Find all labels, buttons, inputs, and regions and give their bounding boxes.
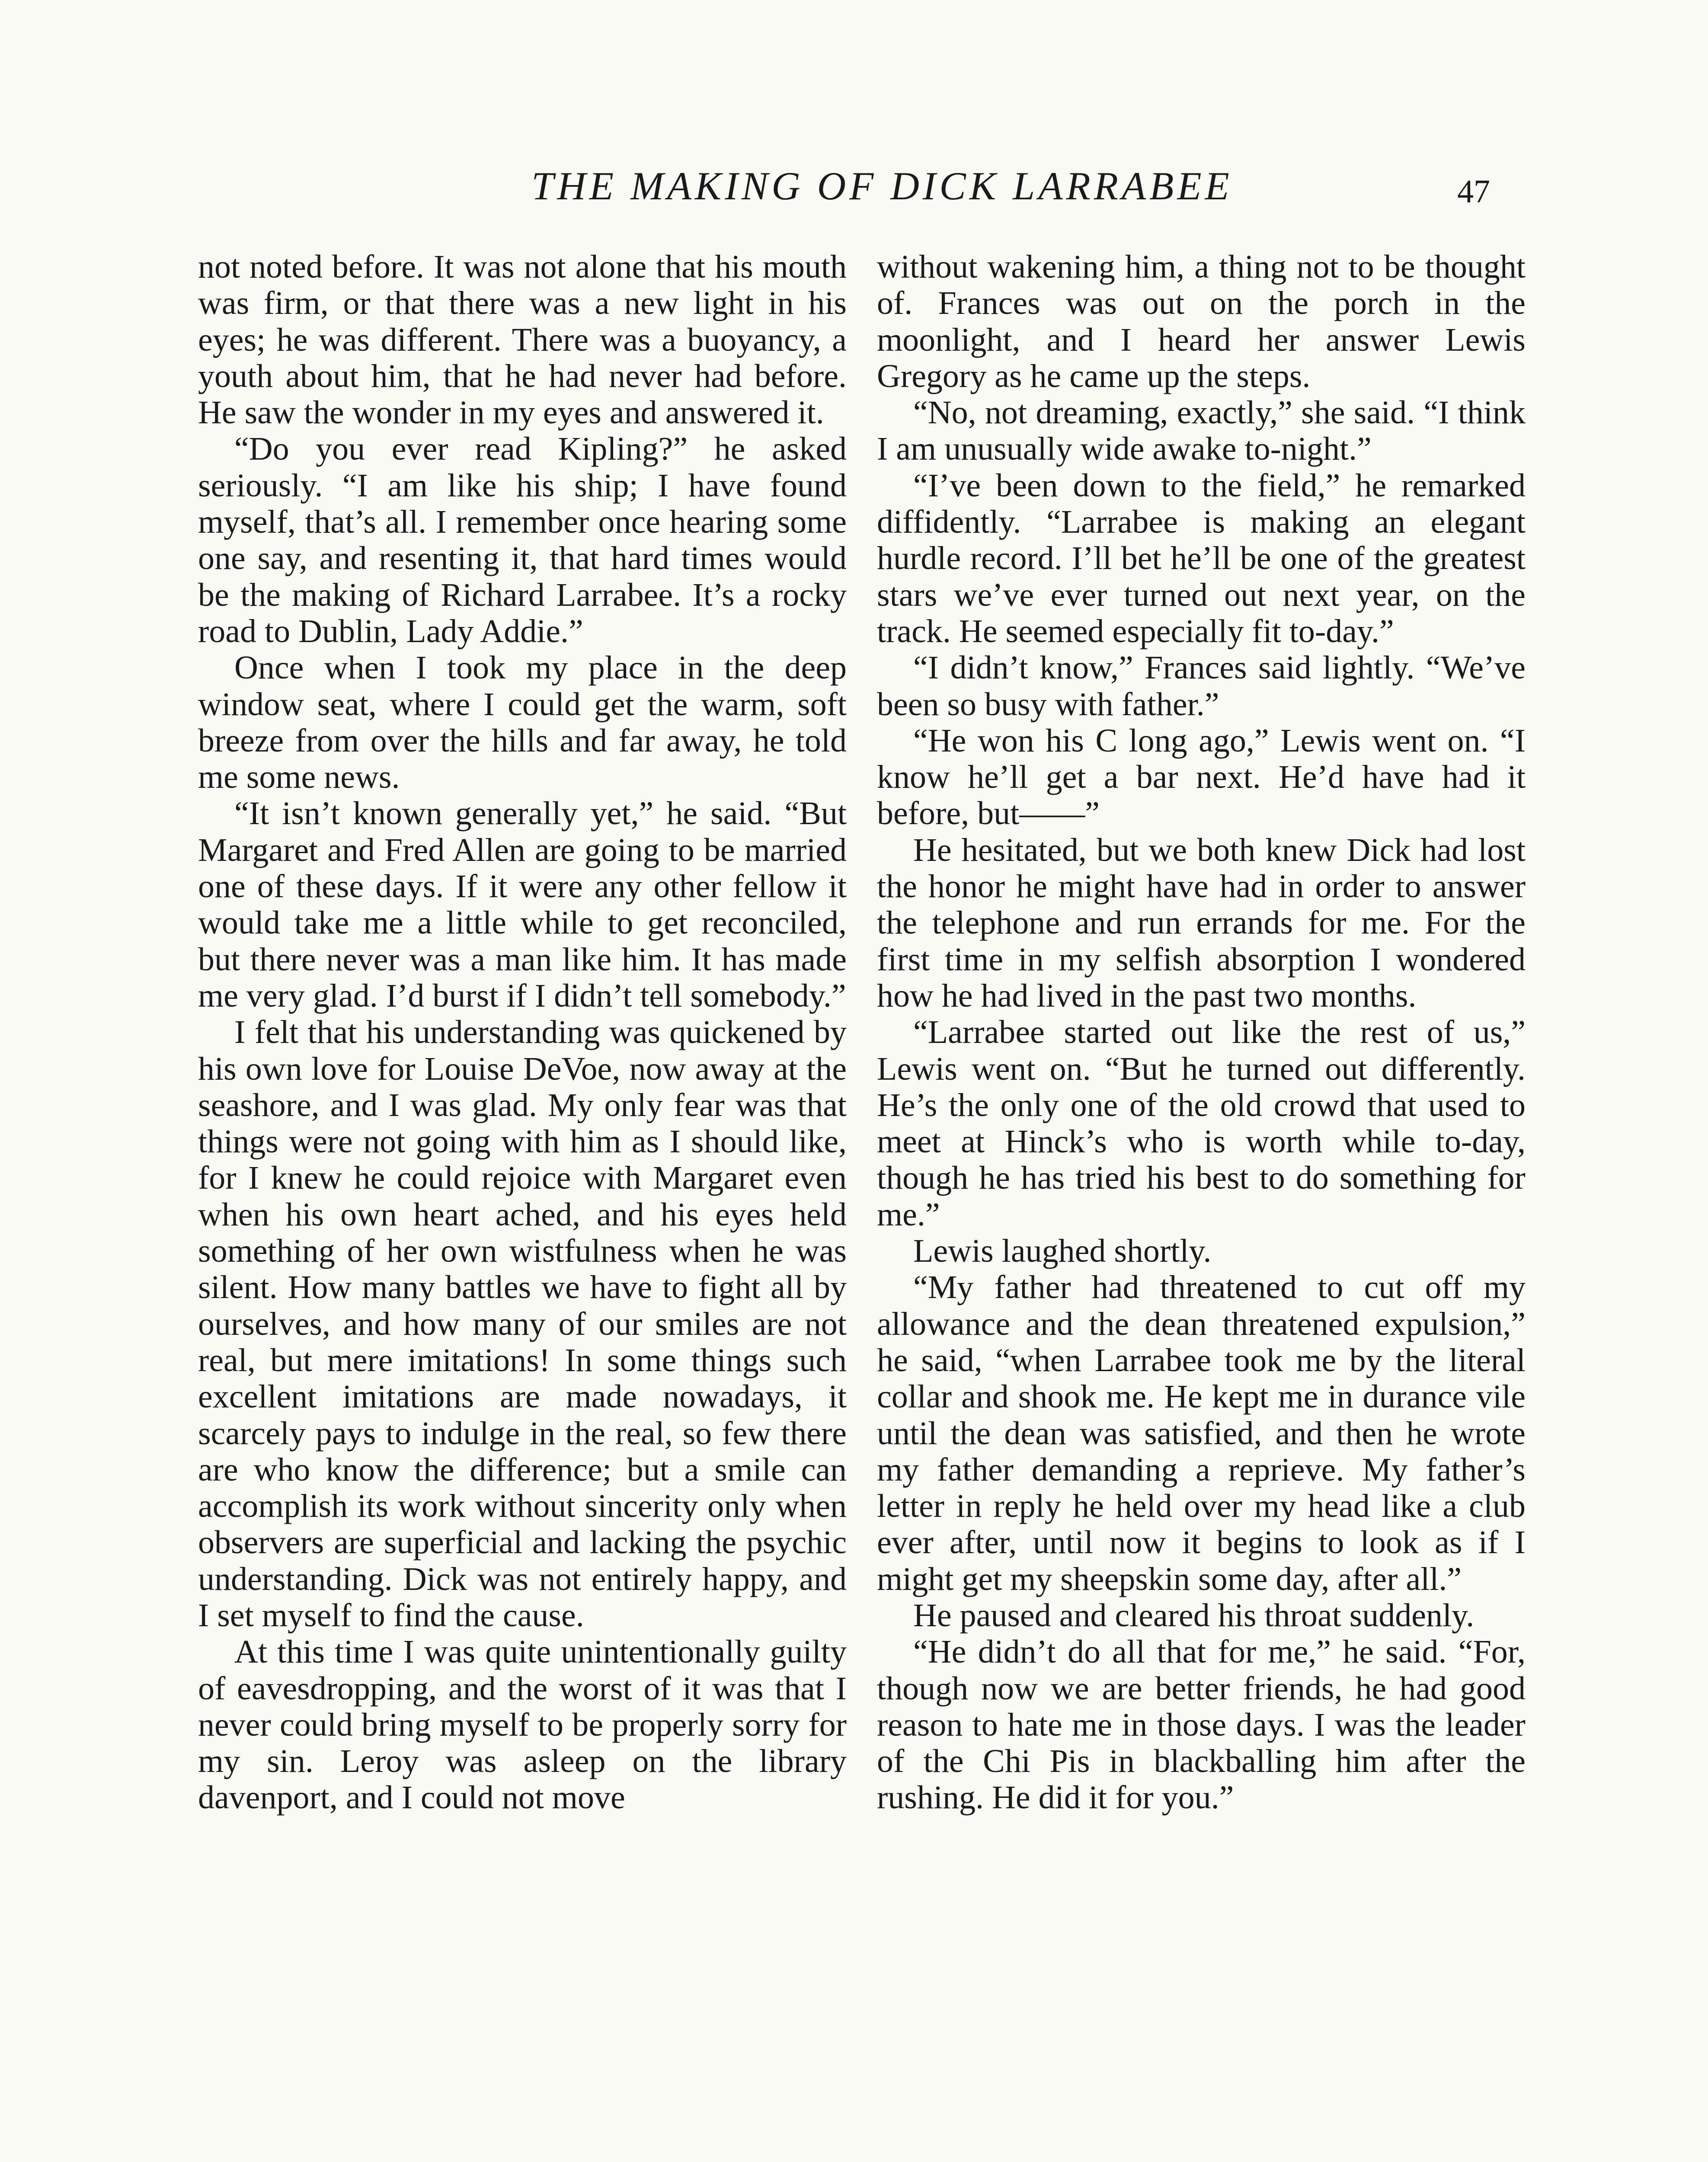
paragraph: “He won his C long ago,” Lewis went on. “I know he’ll get a bar next. He’d have had it before, but——”: [877, 722, 1526, 832]
paragraph: “It isn’t known generally yet,” he said. “But Margaret and Fred Allen are going to be married one of these days. If it were any other fellow it would take me a little while to get reconciled, but there never was a man like him. It has made me very glad. I’d burst if I didn’t tell somebody.”: [198, 795, 847, 1014]
paragraph: He hesitated, but we both knew Dick had lost the honor he might have had in order to answer the telephone and run errands for me. For the first time in my selfish absorption I wondered how he had lived in the past two months.: [877, 832, 1526, 1014]
paragraph: “Larrabee started out like the rest of us,” Lewis went on. “But he turned out differently. He’s the only one of the old crowd that used to meet at Hinck’s who is worth while to-day, though he has tried his best to do something for me.”: [877, 1014, 1526, 1233]
paragraph: Once when I took my place in the deep window seat, where I could get the warm, soft breeze from over the hills and far away, he told me some news.: [198, 649, 847, 796]
paragraph: without wakening him, a thing not to be thought of. Frances was out on the porch in the moonlight, and I heard her answer Lewis Gregory as he came up the steps.: [877, 249, 1526, 394]
page-number: 47: [1457, 173, 1490, 210]
paragraph: not noted before. It was not alone that his mouth was firm, or that there was a new light in his eyes; he was different. There was a buoyancy, a youth about him, that he had never had before. He saw the wonder in my eyes and answered it.: [198, 249, 847, 431]
paragraph: Lewis laughed shortly.: [913, 1233, 1212, 1270]
page-header: [0, 160, 1708, 212]
paragraph: “I’ve been down to the field,” he remarked diffidently. “Larrabee is making an elegant hurdle record. I’ll bet he’ll be one of the greatest stars we’ve ever turned out next year, on the track. He seemed especially fit to-day.”: [877, 467, 1526, 649]
paragraph: He paused and cleared his throat suddenly.: [913, 1597, 1475, 1634]
running-title: THE MAKING OF DICK LARRABEE: [531, 164, 1233, 208]
paragraph: “He didn’t do all that for me,” he said. “For, though now we are better friends, he had good reason to hate me in those days. I was the leader of the Chi Pis in blackballing him after the rushing. He did it for you.”: [877, 1634, 1526, 1816]
left-column: [198, 249, 847, 1816]
paragraph: “I didn’t know,” Frances said lightly. “We’ve been so busy with father.”: [877, 649, 1526, 723]
paragraph: “No, not dreaming, exactly,” she said. “I think I am unusually wide awake to-night.”: [877, 394, 1526, 467]
paragraph: “My father had threatened to cut off my allowance and the dean threatened expulsion,” he said, “when Larrabee took me by the literal collar and shook me. He kept me in durance vile until the dean was satisfied, and then he wrote my father demanding a reprieve. My father’s letter in reply he held over my head like a club ever after, until now it begins to look as if I might get my sheepskin some day, after all.”: [877, 1269, 1526, 1597]
right-column: [877, 249, 1526, 1816]
paragraph: I felt that his understanding was quickened by his own love for Louise DeVoe, now away at the seashore, and I was glad. My only fear was that things were not going with him as I should like, for I knew he could rejoice with Margaret even when his own heart ached, and his eyes held something of her own wistfulness when he was silent. How many battles we have to fight all by ourselves, and how many of our smiles are not real, but mere imitations! In some things such excellent imitations are made nowadays, it scarcely pays to indulge in the real, so few there are who know the difference; but a smile can accomplish its work without sincerity only when observers are superficial and lacking the psychic understanding. Dick was not entirely happy, and I set myself to find the cause.: [198, 1014, 847, 1634]
paragraph: At this time I was quite unintentionally guilty of eavesdropping, and the worst of it was that I never could bring myself to be properly sorry for my sin. Leroy was asleep on the library davenport, and I could not move: [198, 1634, 847, 1816]
paragraph: “Do you ever read Kipling?” he asked seriously. “I am like his ship; I have found myself, that’s all. I remember once hearing some one say, and resenting it, that hard times would be the making of Richard Larrabee. It’s a rocky road to Dublin, Lady Addie.”: [198, 431, 847, 649]
